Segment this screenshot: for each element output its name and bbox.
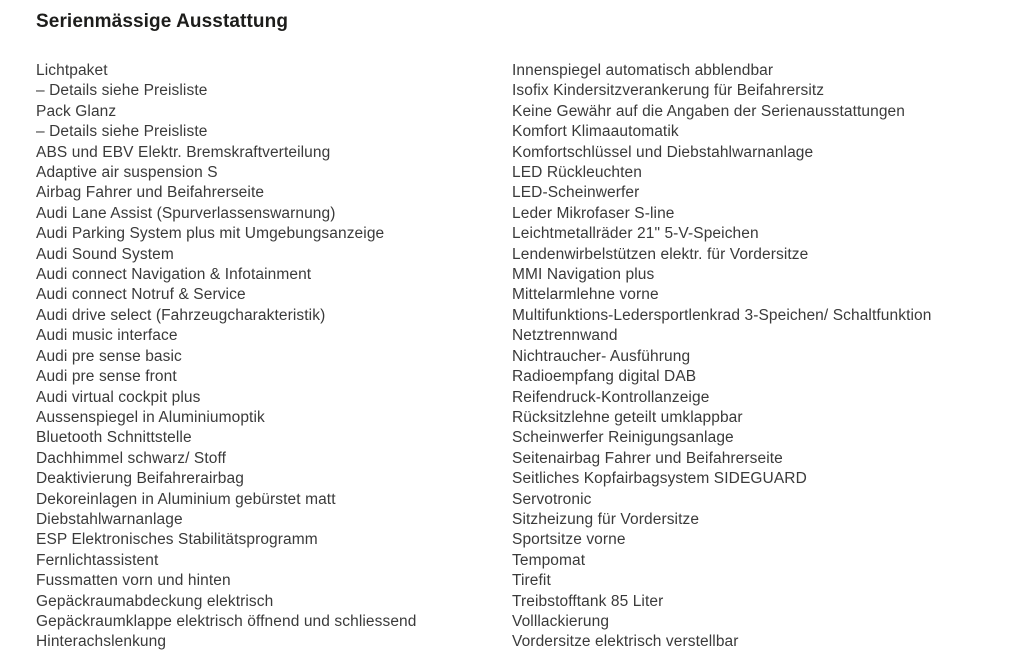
- equipment-item: Dekoreinlagen in Aluminium gebürstet matt: [36, 490, 336, 508]
- equipment-columns: [36, 61, 1008, 653]
- equipment-item: Audi connect Navigation & Infotainment: [36, 266, 312, 284]
- equipment-item: Radioempfang digital DAB: [512, 368, 697, 386]
- equipment-item: LED Rückleuchten: [512, 164, 642, 182]
- equipment-list-left: [36, 61, 512, 653]
- equipment-item: Komfortschlüssel und Diebstahlwarnanlage: [512, 143, 814, 161]
- equipment-item: Lichtpaket: [36, 62, 108, 79]
- equipment-item: Komfort Klimaautomatik: [512, 123, 679, 141]
- equipment-item: Innenspiegel automatisch abblendbar: [512, 62, 774, 79]
- equipment-item: Audi Lane Assist (Spurverlassenswarnung): [36, 204, 336, 222]
- equipment-item: Diebstahlwarnanlage: [36, 510, 183, 528]
- equipment-item: Keine Gewähr auf die Angaben der Serienausstattungen: [512, 102, 905, 120]
- equipment-item: Seitenairbag Fahrer und Beifahrerseite: [512, 449, 783, 467]
- equipment-item: Fussmatten vorn und hinten: [36, 572, 231, 590]
- equipment-item: Netztrennwand: [512, 327, 618, 345]
- equipment-item: Vordersitze elektrisch verstellbar: [512, 633, 739, 651]
- equipment-item: Audi music interface: [36, 327, 178, 345]
- equipment-list-right: [512, 61, 1008, 653]
- equipment-item: LED-Scheinwerfer: [512, 184, 640, 202]
- equipment-item: Gepäckraumabdeckung elektrisch: [36, 592, 274, 610]
- equipment-item: – Details siehe Preisliste: [36, 123, 208, 141]
- equipment-item: Tempomat: [512, 551, 586, 569]
- equipment-item: Audi Sound System: [36, 245, 174, 263]
- equipment-item: – Details siehe Preisliste: [36, 82, 208, 100]
- equipment-item: Hinterachslenkung: [36, 633, 167, 651]
- equipment-item: Audi drive select (Fahrzeugcharakteristik): [36, 306, 326, 324]
- equipment-item: Audi pre sense front: [36, 368, 177, 386]
- equipment-item: Multifunktions-Ledersportlenkrad 3-Speichen/ Schaltfunktion: [512, 306, 932, 324]
- equipment-item: Rücksitzlehne geteilt umklappbar: [512, 408, 743, 426]
- equipment-item: ESP Elektronisches Stabilitätsprogramm: [36, 531, 318, 549]
- equipment-item: Servotronic: [512, 490, 592, 508]
- equipment-item: Reifendruck-Kontrollanzeige: [512, 388, 710, 406]
- equipment-item: Audi connect Notruf & Service: [36, 286, 246, 304]
- equipment-item: Aussenspiegel in Aluminiumoptik: [36, 408, 265, 426]
- equipment-item: Mittelarmlehne vorne: [512, 286, 659, 304]
- equipment-item: Airbag Fahrer und Beifahrerseite: [36, 184, 265, 202]
- equipment-item: Nichtraucher- Ausführung: [512, 347, 691, 365]
- equipment-item: Isofix Kindersitzverankerung für Beifahrersitz: [512, 82, 825, 100]
- equipment-item: Adaptive air suspension S: [36, 164, 218, 182]
- equipment-item: Leder Mikrofaser S-line: [512, 204, 675, 222]
- equipment-item: Lendenwirbelstützen elektr. für Vordersitze: [512, 245, 809, 263]
- equipment-item: Scheinwerfer Reinigungsanlage: [512, 429, 734, 447]
- equipment-item: Seitliches Kopfairbagsystem SIDEGUARD: [512, 470, 807, 488]
- equipment-item: Audi Parking System plus mit Umgebungsanzeige: [36, 225, 385, 243]
- equipment-item: ABS und EBV Elektr. Bremskraftverteilung: [36, 143, 331, 161]
- equipment-item: Pack Glanz: [36, 102, 117, 120]
- equipment-item: Audi virtual cockpit plus: [36, 388, 201, 406]
- equipment-item: Gepäckraumklappe elektrisch öffnend und schliessend: [36, 612, 417, 630]
- page-title: Serienmässige Ausstattung: [36, 11, 289, 32]
- equipment-item: Sitzheizung für Vordersitze: [512, 510, 700, 528]
- equipment-item: Treibstofftank 85 Liter: [512, 592, 664, 610]
- equipment-item: Audi pre sense basic: [36, 347, 182, 365]
- equipment-item: Fernlichtassistent: [36, 551, 159, 569]
- equipment-item: Sportsitze vorne: [512, 531, 626, 549]
- equipment-item: Dachhimmel schwarz/ Stoff: [36, 449, 226, 467]
- equipment-item: Leichtmetallräder 21" 5-V-Speichen: [512, 225, 759, 243]
- equipment-item: Deaktivierung Beifahrerairbag: [36, 470, 244, 488]
- equipment-item: Volllackierung: [512, 612, 610, 630]
- equipment-item: Bluetooth Schnittstelle: [36, 429, 192, 447]
- equipment-item: MMI Navigation plus: [512, 266, 655, 284]
- equipment-item: Tirefit: [512, 572, 551, 590]
